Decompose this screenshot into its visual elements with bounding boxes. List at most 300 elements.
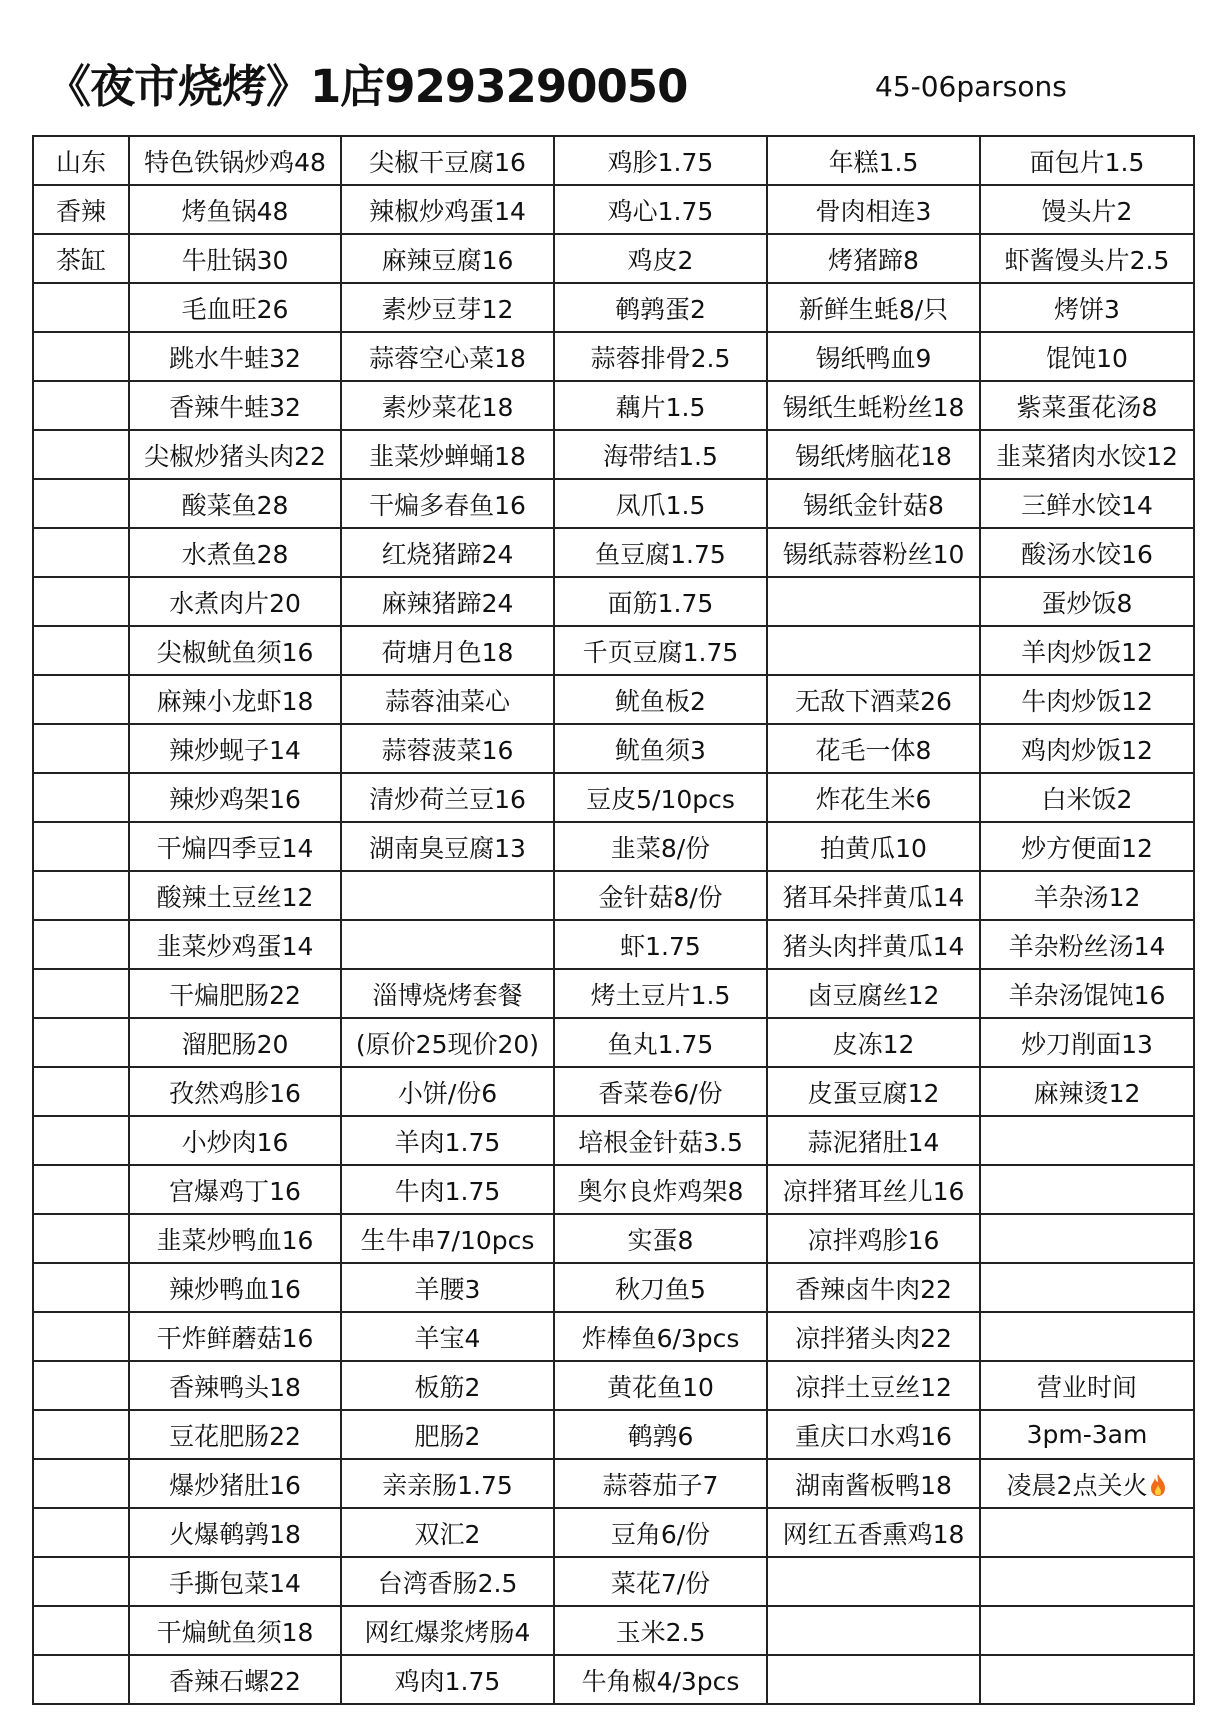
menu-item-label: 羊宝4 xyxy=(414,1323,481,1353)
menu-item-label: 水煮鱼28 xyxy=(181,539,289,569)
menu-item-cell xyxy=(980,1116,1194,1165)
menu-item-cell xyxy=(767,724,980,773)
menu-item-label: 香辣卤牛肉22 xyxy=(795,1274,952,1304)
menu-item-cell xyxy=(980,430,1194,479)
menu-item-label: 面筋1.75 xyxy=(607,588,714,618)
menu-item-label: 年糕1.5 xyxy=(828,147,919,177)
menu-row xyxy=(33,920,1194,969)
menu-item-label: 秋刀鱼5 xyxy=(615,1274,706,1304)
menu-item-label: 香辣牛蛙32 xyxy=(169,392,301,422)
menu-item-label: 麻辣猪蹄24 xyxy=(381,588,514,618)
category-cell xyxy=(33,381,129,430)
menu-item-cell xyxy=(554,1116,767,1165)
menu-item-label: 溜肥肠20 xyxy=(181,1029,289,1059)
menu-row xyxy=(33,185,1194,234)
menu-item-label: 素炒豆芽12 xyxy=(381,294,514,324)
category-cell xyxy=(33,283,129,332)
menu-item-label: 宫爆鸡丁16 xyxy=(169,1176,301,1206)
menu-item-cell xyxy=(129,1116,341,1165)
category-cell xyxy=(33,1312,129,1361)
category-cell xyxy=(33,185,129,234)
menu-item-label: 红烧猪蹄24 xyxy=(381,539,514,569)
menu-item-label: 鹌鹑6 xyxy=(627,1421,694,1451)
menu-item-label: 黄花鱼10 xyxy=(607,1372,714,1402)
menu-item-cell xyxy=(341,1410,554,1459)
menu-item-label: 鸡皮2 xyxy=(627,245,694,275)
menu-item-cell xyxy=(341,479,554,528)
menu-item-cell xyxy=(341,1165,554,1214)
menu-item-cell xyxy=(554,332,767,381)
menu-item-cell xyxy=(341,1361,554,1410)
menu-item-label: 培根金针菇3.5 xyxy=(578,1127,743,1157)
menu-item-cell xyxy=(129,1067,341,1116)
menu-item-cell xyxy=(980,1312,1194,1361)
menu-item-cell xyxy=(341,1312,554,1361)
menu-item-cell xyxy=(980,1459,1194,1508)
menu-item-label: 酸辣土豆丝12 xyxy=(156,882,314,912)
menu-table xyxy=(32,135,1195,1705)
menu-item-label: 卤豆腐丝12 xyxy=(807,980,940,1010)
menu-item-cell xyxy=(129,577,341,626)
category-cell xyxy=(33,920,129,969)
menu-item-cell xyxy=(341,724,554,773)
menu-item-label: 羊肉1.75 xyxy=(394,1127,501,1157)
menu-item-cell xyxy=(129,1459,341,1508)
menu-item-label: 水煮肉片20 xyxy=(169,588,301,618)
menu-row xyxy=(33,1165,1194,1214)
menu-item-label: 凉拌土豆丝12 xyxy=(795,1372,952,1402)
menu-row xyxy=(33,234,1194,283)
menu-item-cell xyxy=(341,1459,554,1508)
menu-item-cell xyxy=(129,528,341,577)
menu-item-cell xyxy=(980,234,1194,283)
menu-item-label: 生牛串7/10pcs xyxy=(360,1225,535,1255)
menu-item-cell xyxy=(980,773,1194,822)
menu-row xyxy=(33,1361,1194,1410)
menu-item-cell xyxy=(554,1018,767,1067)
category-label: 茶缸 xyxy=(55,245,106,275)
menu-item-label: 香辣石螺22 xyxy=(169,1666,301,1696)
menu-item-cell xyxy=(767,332,980,381)
menu-item-label: 重庆口水鸡16 xyxy=(795,1421,952,1451)
category-cell xyxy=(33,1067,129,1116)
menu-row xyxy=(33,1459,1194,1508)
menu-item-label: 清炒荷兰豆16 xyxy=(369,784,526,814)
menu-item-cell xyxy=(129,1263,341,1312)
menu-item-label: 海带结1.5 xyxy=(603,441,718,471)
menu-item-label: 孜然鸡胗16 xyxy=(169,1078,301,1108)
menu-item-cell xyxy=(554,871,767,920)
menu-item-label: 辣炒蚬子14 xyxy=(169,735,301,765)
menu-item-label: 锡纸烤脑花18 xyxy=(795,441,952,471)
menu-item-cell xyxy=(129,1018,341,1067)
menu-item-label: 特色铁锅炒鸡48 xyxy=(144,147,326,177)
category-cell xyxy=(33,1263,129,1312)
menu-item-cell xyxy=(980,1508,1194,1557)
menu-item-label: 锡纸金针菇8 xyxy=(803,490,944,520)
menu-item-label: 韭菜炒鸡蛋14 xyxy=(156,931,314,961)
menu-item-label: 蛋炒饭8 xyxy=(1041,588,1133,618)
menu-item-label: 鱼丸1.75 xyxy=(607,1029,714,1059)
menu-item-cell xyxy=(129,871,341,920)
menu-item-label: 韭菜猪肉水饺12 xyxy=(996,441,1178,471)
menu-item-label: 锡纸生蚝粉丝18 xyxy=(782,392,965,422)
menu-item-label: 干煸多春鱼16 xyxy=(369,490,526,520)
menu-row xyxy=(33,283,1194,332)
menu-row xyxy=(33,136,1194,185)
menu-item-label: 奥尔良炸鸡架8 xyxy=(577,1176,744,1206)
menu-item-cell xyxy=(980,1361,1194,1410)
menu-item-cell xyxy=(980,1263,1194,1312)
menu-item-label: 烤鱼锅48 xyxy=(181,196,289,226)
menu-item-label: 凉拌猪头肉22 xyxy=(795,1323,952,1353)
menu-item-label: 鱿鱼须3 xyxy=(615,735,706,765)
menu-item-cell xyxy=(554,430,767,479)
menu-row xyxy=(33,1116,1194,1165)
menu-item-cell xyxy=(554,1165,767,1214)
menu-row xyxy=(33,724,1194,773)
menu-item-cell xyxy=(554,675,767,724)
menu-item-cell xyxy=(554,724,767,773)
category-cell xyxy=(33,822,129,871)
menu-item-cell xyxy=(341,1214,554,1263)
menu-item-label: 韭菜炒鸭血16 xyxy=(156,1225,314,1255)
menu-item-label: 三鲜水饺14 xyxy=(1021,490,1153,520)
menu-item-cell xyxy=(554,185,767,234)
menu-item-cell xyxy=(129,479,341,528)
menu-row xyxy=(33,822,1194,871)
category-cell xyxy=(33,332,129,381)
menu-item-cell xyxy=(767,1459,980,1508)
menu-item-cell xyxy=(767,1312,980,1361)
menu-item-label: 辣炒鸡架16 xyxy=(169,784,301,814)
category-cell xyxy=(33,234,129,283)
menu-item-cell xyxy=(767,283,980,332)
menu-item-label: 双汇2 xyxy=(414,1519,481,1549)
menu-item-cell xyxy=(980,1557,1194,1606)
menu-item-label: 锡纸蒜蓉粉丝10 xyxy=(782,539,965,569)
menu-item-cell xyxy=(129,1361,341,1410)
menu-item-cell xyxy=(980,1165,1194,1214)
menu-item-label: 韭菜炒蝉蛹18 xyxy=(369,441,526,471)
menu-item-cell xyxy=(980,871,1194,920)
menu-item-label: 面包片1.5 xyxy=(1029,147,1145,177)
menu-item-cell xyxy=(129,136,341,185)
menu-item-cell xyxy=(341,626,554,675)
menu-item-cell xyxy=(341,381,554,430)
menu-row xyxy=(33,1557,1194,1606)
menu-item-label: 炒刀削面13 xyxy=(1021,1029,1153,1059)
category-cell xyxy=(33,1214,129,1263)
menu-row xyxy=(33,1655,1194,1704)
menu-item-cell xyxy=(554,969,767,1018)
menu-item-cell xyxy=(554,1606,767,1655)
menu-item-cell xyxy=(129,283,341,332)
category-label: 香辣 xyxy=(55,196,106,226)
menu-item-cell xyxy=(767,1165,980,1214)
menu-item-label: 实蛋8 xyxy=(627,1225,694,1255)
menu-item-cell xyxy=(980,136,1194,185)
menu-item-label: 网红五香熏鸡18 xyxy=(782,1519,965,1549)
menu-item-label: 羊杂汤12 xyxy=(1033,882,1141,912)
menu-item-label: 无敌下酒菜26 xyxy=(795,686,952,716)
menu-item-cell xyxy=(767,1067,980,1116)
menu-item-cell xyxy=(129,1410,341,1459)
menu-item-cell xyxy=(554,1508,767,1557)
menu-item-cell xyxy=(554,381,767,430)
menu-item-cell xyxy=(554,773,767,822)
menu-item-label: 酸汤水饺16 xyxy=(1021,539,1153,569)
menu-item-cell xyxy=(341,234,554,283)
category-cell xyxy=(33,577,129,626)
menu-item-label: 淄博烧烤套餐 xyxy=(372,980,523,1010)
menu-item-cell xyxy=(767,234,980,283)
menu-item-cell xyxy=(767,969,980,1018)
menu-item-cell xyxy=(980,920,1194,969)
menu-item-label: 凌晨2点关火 xyxy=(1006,1470,1148,1500)
menu-item-label: 鱼豆腐1.75 xyxy=(595,539,726,569)
menu-item-cell xyxy=(767,871,980,920)
category-cell xyxy=(33,675,129,724)
menu-item-cell xyxy=(554,1263,767,1312)
menu-item-cell xyxy=(980,332,1194,381)
menu-item-label: 湖南酱板鸭18 xyxy=(795,1470,952,1500)
menu-item-cell xyxy=(767,1655,980,1704)
menu-item-cell xyxy=(341,1067,554,1116)
menu-row xyxy=(33,969,1194,1018)
menu-item-cell xyxy=(554,283,767,332)
menu-item-label: 蒜泥猪肚14 xyxy=(807,1127,940,1157)
menu-row xyxy=(33,1508,1194,1557)
category-cell xyxy=(33,1557,129,1606)
menu-item-cell xyxy=(767,1508,980,1557)
menu-item-cell xyxy=(980,675,1194,724)
menu-item-cell xyxy=(554,1557,767,1606)
menu-item-label: 干炸鲜蘑菇16 xyxy=(156,1323,314,1353)
menu-item-label: 网红爆浆烤肠4 xyxy=(364,1617,531,1647)
menu-item-cell xyxy=(129,1606,341,1655)
menu-row xyxy=(33,1410,1194,1459)
menu-item-label: 湖南臭豆腐13 xyxy=(369,833,526,863)
menu-item-cell xyxy=(767,822,980,871)
menu-item-label: 麻辣豆腐16 xyxy=(381,245,514,275)
menu-item-label: 辣椒炒鸡蛋14 xyxy=(369,196,526,226)
menu-row xyxy=(33,1606,1194,1655)
menu-item-cell xyxy=(980,577,1194,626)
menu-item-cell xyxy=(129,381,341,430)
menu-item-cell xyxy=(341,1116,554,1165)
menu-item-label: 豆花肥肠22 xyxy=(169,1421,301,1451)
menu-item-cell xyxy=(129,1508,341,1557)
menu-item-label: 烤猪蹄8 xyxy=(828,245,919,275)
category-cell xyxy=(33,1116,129,1165)
menu-row xyxy=(33,675,1194,724)
menu-item-cell xyxy=(129,1312,341,1361)
menu-row xyxy=(33,871,1194,920)
menu-item-cell xyxy=(554,1655,767,1704)
menu-item-label: 素炒菜花18 xyxy=(381,392,514,422)
menu-item-cell xyxy=(129,773,341,822)
menu-item-label: 尖椒干豆腐16 xyxy=(369,147,526,177)
category-cell xyxy=(33,1361,129,1410)
category-cell xyxy=(33,773,129,822)
menu-item-label: 拍黄瓜10 xyxy=(820,833,927,863)
menu-item-cell xyxy=(341,1606,554,1655)
menu-item-cell xyxy=(767,1410,980,1459)
menu-item-cell xyxy=(129,1557,341,1606)
menu-item-label: 香菜卷6/份 xyxy=(598,1078,723,1108)
category-cell xyxy=(33,430,129,479)
menu-item-cell xyxy=(129,675,341,724)
category-cell xyxy=(33,1410,129,1459)
menu-item-cell xyxy=(129,626,341,675)
menu-item-label: 新鲜生蚝8/只 xyxy=(798,294,949,324)
menu-item-label: 韭菜8/份 xyxy=(610,833,711,863)
menu-item-label: 营业时间 xyxy=(1036,1372,1137,1402)
menu-item-cell xyxy=(767,577,980,626)
category-cell xyxy=(33,1655,129,1704)
menu-item-label: 手撕包菜14 xyxy=(169,1568,301,1598)
menu-item-label: 千页豆腐1.75 xyxy=(582,637,739,667)
menu-row xyxy=(33,1214,1194,1263)
menu-item-cell xyxy=(341,1655,554,1704)
menu-item-label: 麻辣烫12 xyxy=(1033,1078,1141,1108)
menu-row xyxy=(33,1263,1194,1312)
menu-item-label: 皮蛋豆腐12 xyxy=(807,1078,940,1108)
menu-item-cell xyxy=(341,822,554,871)
menu-row xyxy=(33,479,1194,528)
menu-item-label: 亲亲肠1.75 xyxy=(382,1470,513,1500)
category-cell xyxy=(33,724,129,773)
menu-item-cell xyxy=(129,234,341,283)
menu-item-cell xyxy=(129,724,341,773)
menu-item-label: 小炒肉16 xyxy=(181,1127,289,1157)
menu-row xyxy=(33,626,1194,675)
menu-item-cell xyxy=(129,822,341,871)
menu-item-label: 猪头肉拌黄瓜14 xyxy=(782,931,965,961)
menu-row xyxy=(33,1312,1194,1361)
menu-item-label: 火爆鹌鹑18 xyxy=(169,1519,301,1549)
menu-item-cell xyxy=(341,332,554,381)
menu-item-label: 鸡肉炒饭12 xyxy=(1021,735,1153,765)
category-cell xyxy=(33,479,129,528)
menu-row xyxy=(33,1018,1194,1067)
menu-row xyxy=(33,381,1194,430)
menu-item-cell xyxy=(980,1018,1194,1067)
menu-item-label: 金针菇8/份 xyxy=(598,882,723,912)
menu-item-label: 皮冻12 xyxy=(832,1029,915,1059)
menu-row xyxy=(33,430,1194,479)
menu-item-cell xyxy=(341,528,554,577)
menu-item-cell xyxy=(554,920,767,969)
menu-item-cell xyxy=(767,1018,980,1067)
menu-item-cell xyxy=(554,479,767,528)
category-cell xyxy=(33,871,129,920)
menu-item-label: 凤爪1.5 xyxy=(615,490,706,520)
menu-item-cell xyxy=(554,577,767,626)
menu-item-cell xyxy=(554,626,767,675)
menu-item-cell xyxy=(341,871,554,920)
menu-item-cell xyxy=(341,920,554,969)
menu-item-label: 跳水牛蛙32 xyxy=(169,343,301,373)
menu-item-cell xyxy=(554,1459,767,1508)
menu-item-label: 炸花生米6 xyxy=(815,784,932,814)
menu-item-cell xyxy=(767,1606,980,1655)
menu-item-cell xyxy=(341,185,554,234)
menu-item-cell xyxy=(341,430,554,479)
menu-item-label: 鸡心1.75 xyxy=(607,196,714,226)
menu-item-label: 馒头片2 xyxy=(1041,196,1133,226)
fire-icon xyxy=(1149,1473,1167,1497)
menu-item-label: (原价25现价20) xyxy=(355,1029,540,1059)
menu-item-cell xyxy=(980,528,1194,577)
menu-item-cell xyxy=(341,969,554,1018)
menu-item-label: 藕片1.5 xyxy=(615,392,706,422)
menu-item-cell xyxy=(341,773,554,822)
menu-item-label: 玉米2.5 xyxy=(615,1617,706,1647)
menu-item-label: 烤饼3 xyxy=(1054,294,1120,324)
menu-row xyxy=(33,528,1194,577)
category-label: 山东 xyxy=(55,147,106,177)
menu-item-cell xyxy=(129,1165,341,1214)
menu-item-label: 尖椒鱿鱼须16 xyxy=(156,637,314,667)
menu-item-cell xyxy=(767,430,980,479)
menu-item-label: 3pm-3am xyxy=(1026,1420,1148,1449)
menu-item-label: 干煸肥肠22 xyxy=(169,980,301,1010)
menu-item-label: 凉拌猪耳丝儿16 xyxy=(782,1176,965,1206)
menu-item-label: 馄饨10 xyxy=(1046,343,1128,373)
page-title: 《夜市烧烤》1店9293290050 xyxy=(46,60,688,113)
menu-item-label: 虾酱馒头片2.5 xyxy=(1004,245,1170,275)
menu-row xyxy=(33,1067,1194,1116)
category-cell xyxy=(33,528,129,577)
menu-item-label: 辣炒鸭血16 xyxy=(169,1274,301,1304)
menu-item-label: 鸡肉1.75 xyxy=(394,1666,501,1696)
menu-item-label: 鸡胗1.75 xyxy=(607,147,714,177)
menu-item-label: 羊肉炒饭12 xyxy=(1021,637,1153,667)
menu-item-cell xyxy=(767,136,980,185)
menu-item-cell xyxy=(980,479,1194,528)
menu-item-label: 凉拌鸡胗16 xyxy=(807,1225,940,1255)
menu-item-cell xyxy=(554,822,767,871)
menu-item-cell xyxy=(980,1067,1194,1116)
menu-item-cell xyxy=(980,626,1194,675)
menu-item-cell xyxy=(980,1606,1194,1655)
menu-item-label: 虾1.75 xyxy=(620,931,701,961)
menu-item-cell xyxy=(341,136,554,185)
menu-item-cell xyxy=(980,1655,1194,1704)
category-cell xyxy=(33,1165,129,1214)
menu-item-cell xyxy=(554,234,767,283)
menu-item-cell xyxy=(341,1557,554,1606)
menu-item-cell xyxy=(980,283,1194,332)
menu-item-label: 小饼/份6 xyxy=(397,1078,498,1108)
menu-item-label: 羊杂汤馄饨16 xyxy=(1008,980,1166,1010)
menu-item-label: 豆皮5/10pcs xyxy=(586,784,735,814)
menu-item-cell xyxy=(554,1312,767,1361)
menu-item-cell xyxy=(767,920,980,969)
menu-item-cell xyxy=(554,528,767,577)
menu-item-cell xyxy=(129,185,341,234)
menu-item-label: 菜花7/份 xyxy=(610,1568,711,1598)
menu-item-label: 香辣鸭头18 xyxy=(169,1372,301,1402)
menu-item-cell xyxy=(980,822,1194,871)
menu-item-label: 干煸四季豆14 xyxy=(156,833,314,863)
menu-item-label: 酸菜鱼28 xyxy=(181,490,289,520)
menu-item-label: 台湾香肠2.5 xyxy=(377,1568,518,1598)
menu-table-body xyxy=(33,136,1194,1704)
category-cell xyxy=(33,136,129,185)
